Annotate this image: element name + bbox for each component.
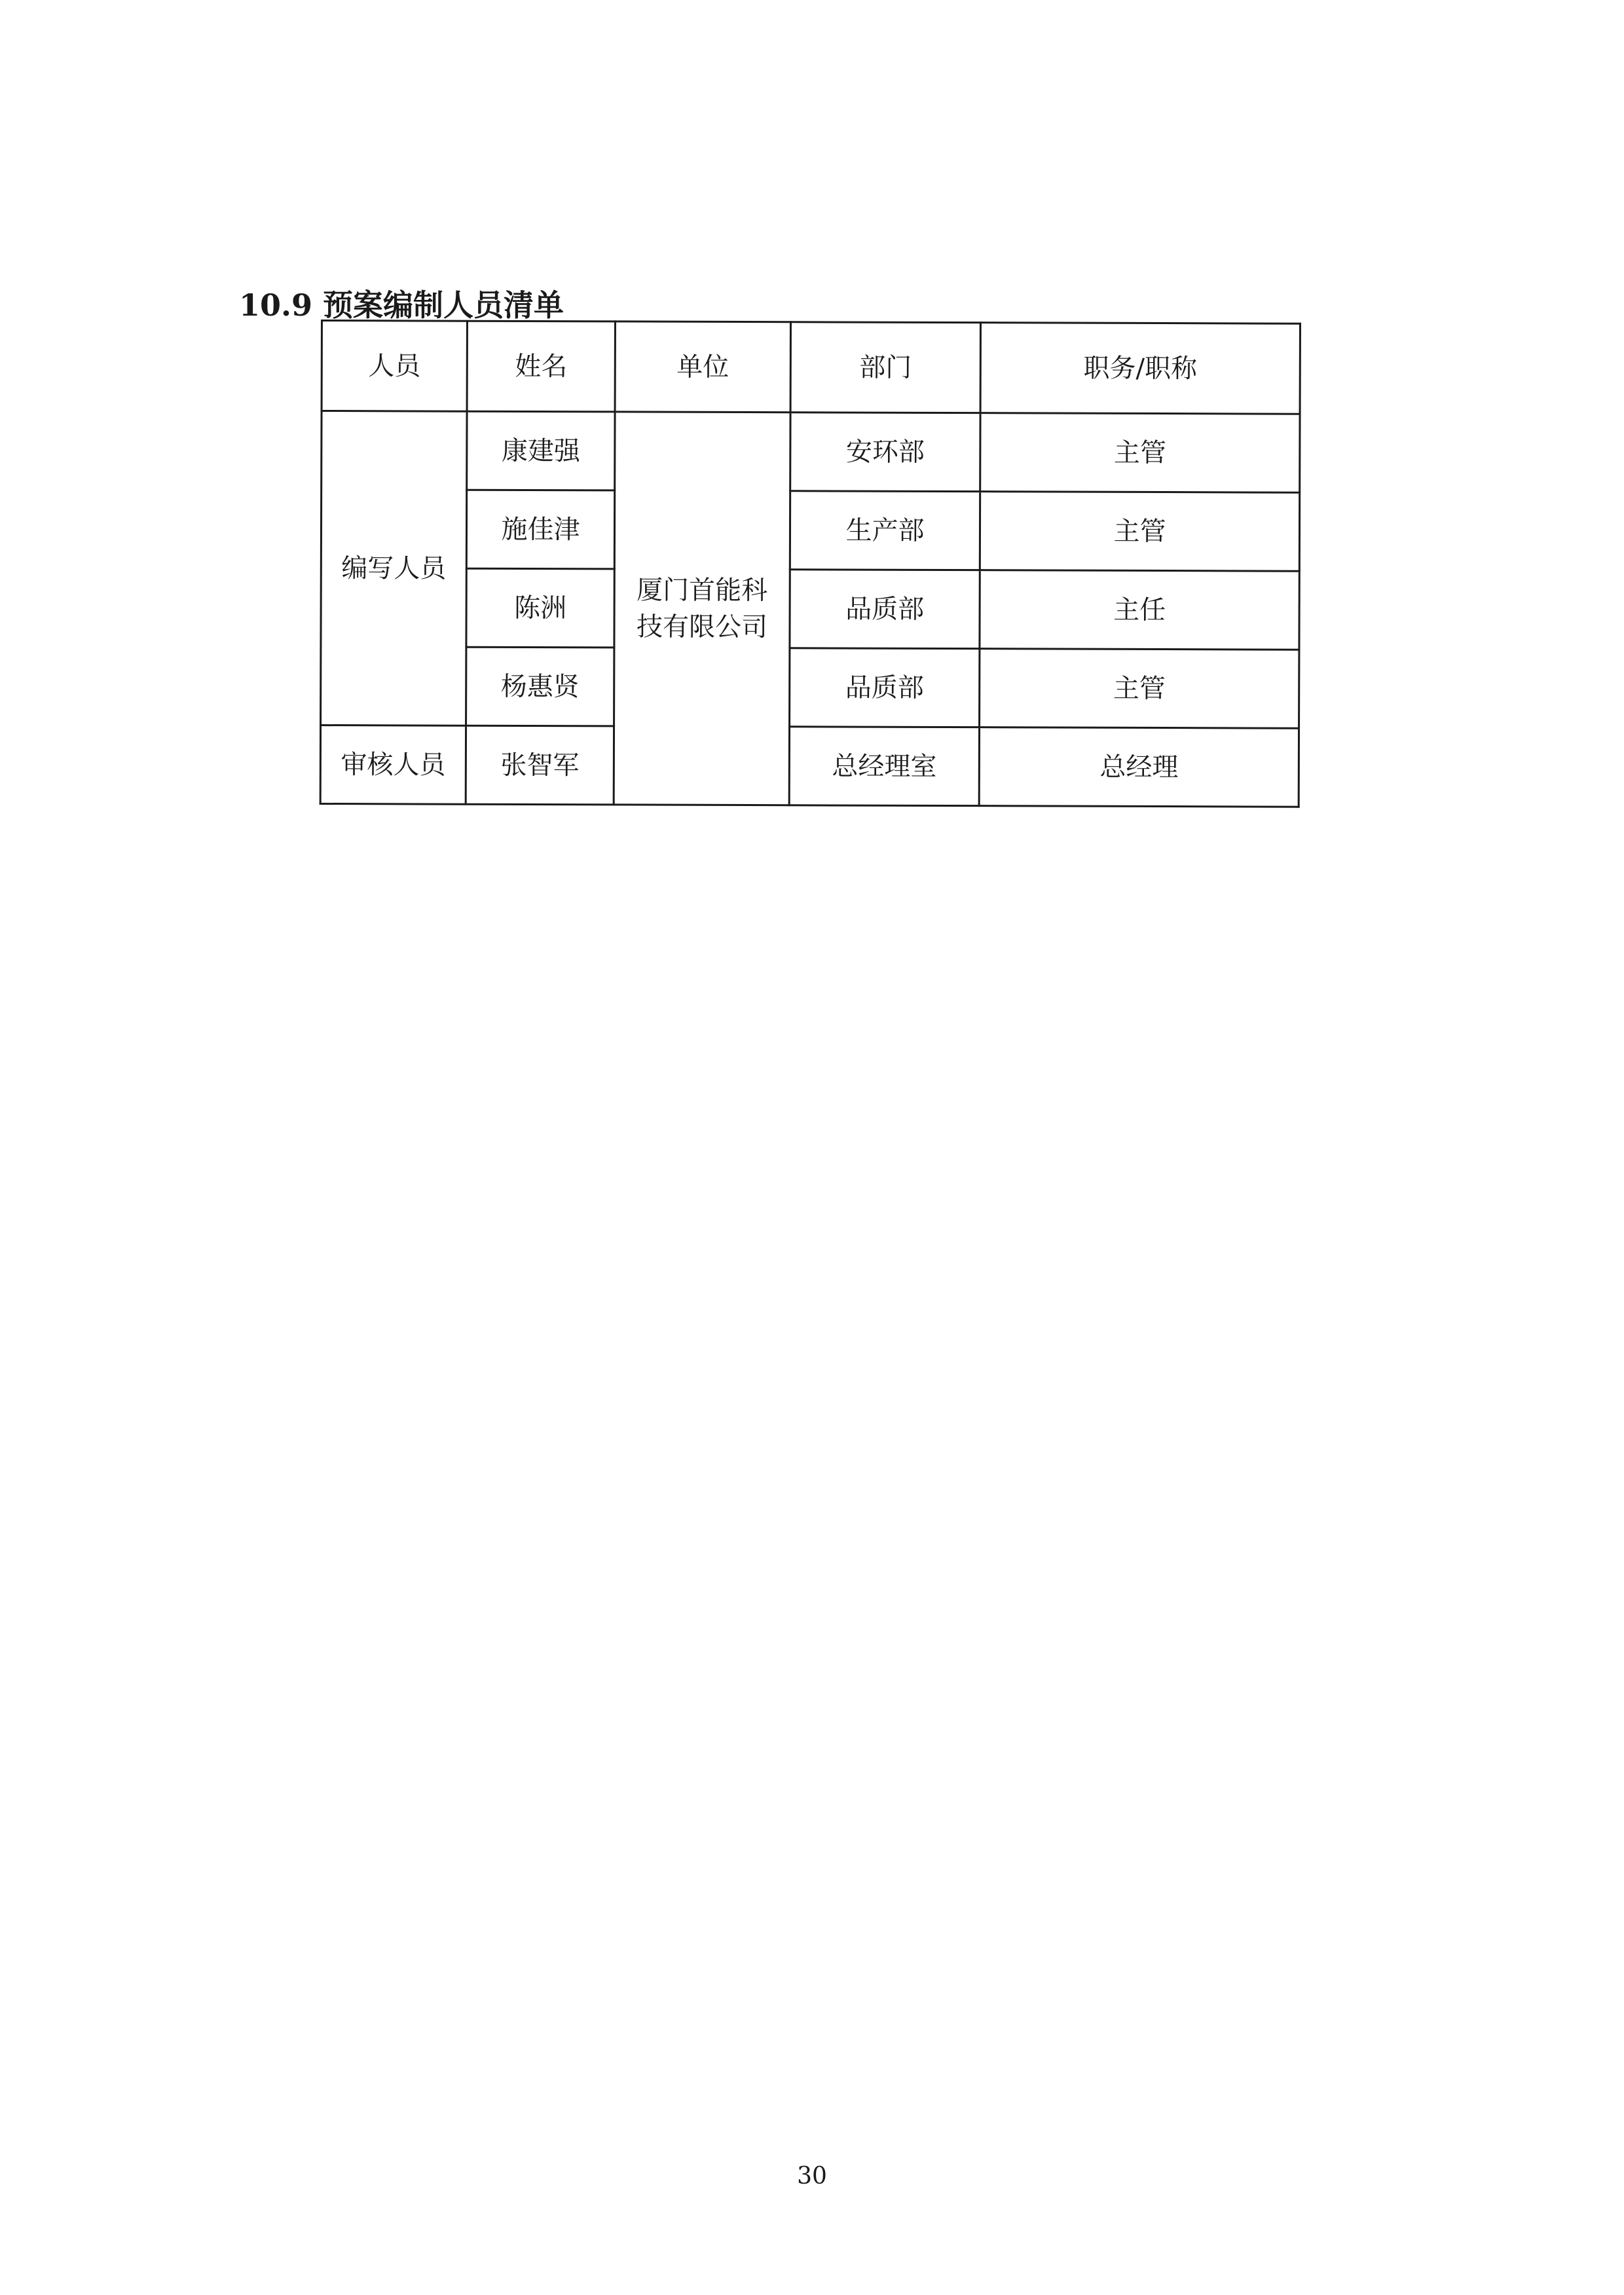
header-role: 人员 bbox=[322, 321, 467, 412]
header-unit: 单位 bbox=[615, 321, 790, 413]
position-cell: 总经理 bbox=[979, 727, 1299, 807]
header-department: 部门 bbox=[790, 322, 980, 413]
department-cell: 品质部 bbox=[790, 570, 980, 649]
table-row bbox=[321, 647, 1299, 729]
section-title: 10.9 预案编制人员清单 bbox=[239, 287, 564, 323]
company-cell: 厦门首能科 技有限公司 bbox=[614, 412, 790, 805]
position-cell: 主管 bbox=[980, 413, 1300, 493]
position-cell: 主管 bbox=[980, 649, 1299, 729]
header-name: 姓名 bbox=[467, 321, 615, 412]
staff-table bbox=[320, 320, 1301, 808]
name-cell: 杨惠贤 bbox=[466, 647, 614, 726]
position-cell: 主任 bbox=[980, 570, 1299, 650]
header-position: 职务/职称 bbox=[980, 323, 1300, 414]
table-row bbox=[321, 490, 1299, 572]
name-cell: 施佳津 bbox=[466, 490, 614, 569]
department-cell: 总经理室 bbox=[789, 727, 979, 806]
table-row bbox=[322, 411, 1300, 493]
department-cell: 安环部 bbox=[790, 413, 980, 492]
table-row bbox=[320, 725, 1299, 807]
table-row bbox=[321, 568, 1299, 650]
department-cell: 生产部 bbox=[790, 491, 980, 570]
name-cell: 康建强 bbox=[467, 411, 615, 490]
role-cell: 审核人员 bbox=[320, 725, 466, 805]
table-header-row bbox=[322, 321, 1300, 414]
role-cell: 编写人员 bbox=[321, 411, 468, 726]
name-cell: 陈洲 bbox=[466, 568, 614, 648]
department-cell: 品质部 bbox=[790, 648, 980, 727]
position-cell: 主管 bbox=[980, 492, 1299, 572]
page-number: 30 bbox=[797, 2163, 827, 2190]
name-cell: 张智军 bbox=[466, 725, 614, 805]
